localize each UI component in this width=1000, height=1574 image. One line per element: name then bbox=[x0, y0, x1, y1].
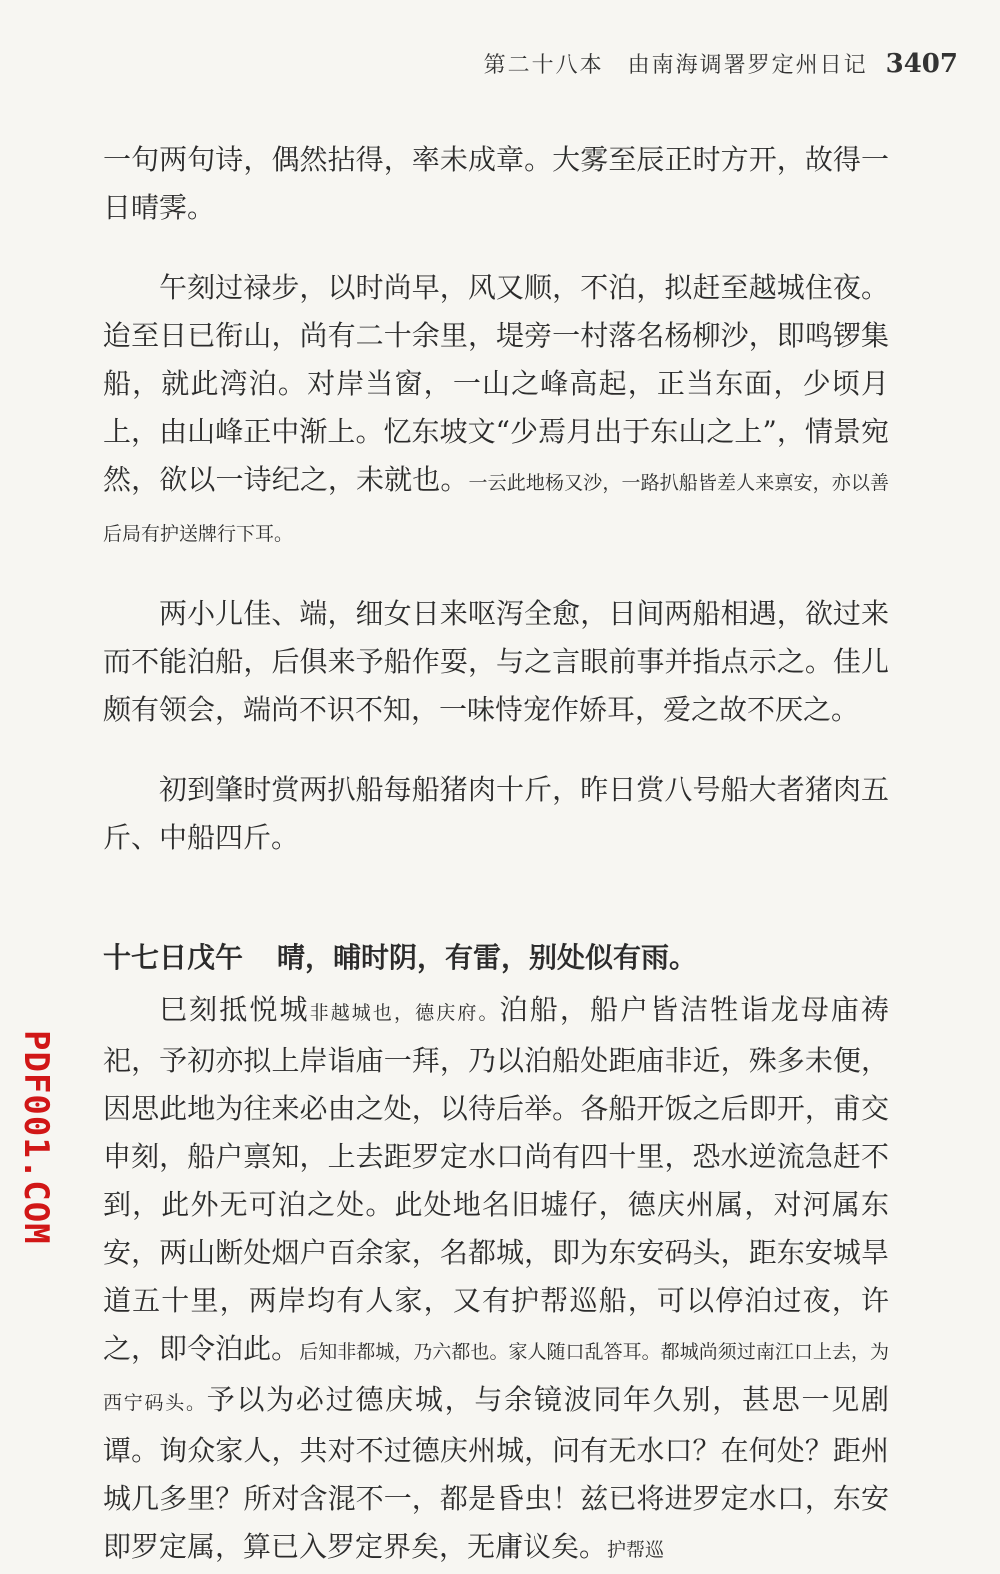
paragraph-1 bbox=[103, 136, 889, 232]
running-header bbox=[100, 48, 958, 79]
paragraph-4-text: 初到肇时赏两扒船每船猪肉十斤，昨日赏八号船大者猪肉五斤、中船四斤。 bbox=[103, 773, 889, 854]
paragraph-3-text: 两小儿佳、端，细女日来呕泻全愈，日间两船相遇，欲过来而不能泊船，后俱来予船作耍，与之言眼前事并指点示之。佳儿颇有领会，端尚不识不知，一味恃宠作娇耳，爱之故不厌之。 bbox=[103, 597, 889, 726]
paragraph-5-part1: 巳刻抵悦城 bbox=[159, 993, 310, 1026]
paragraph-3 bbox=[103, 590, 889, 734]
paragraph-1-text: 一句两句诗，偶然拈得，率未成章。大雾至辰正时方开，故得一日晴霁。 bbox=[103, 143, 889, 224]
paragraph-5-part2: 泊船，船户皆洁牲诣龙母庙祷祀，予初亦拟上岸诣庙一拜，乃以泊船处距庙非近，殊多未便，因思此地为往来必由之处，以待后举。各船开饭之后即开，甫交申刻，船户禀知，上去距罗定水口尚有四十里，恐水逆流急赶不到，此外无可泊之处。此处地名旧墟仔，德庆州属，对河属东安，两山断处烟户百余家，名都城，即为东安码头，距东安城旱道五十里，两岸均有人家，又有护帮巡船，可以停泊过夜，许之，即令泊此。 bbox=[103, 993, 889, 1365]
paragraph-2 bbox=[103, 264, 889, 558]
entry-date: 十七日戊午 bbox=[103, 941, 244, 974]
paragraph-5 bbox=[103, 986, 889, 1574]
paragraph-5-note3: 护帮巡 bbox=[607, 1539, 665, 1561]
watermark: PDF001.COM bbox=[16, 1030, 56, 1245]
paragraph-4 bbox=[103, 766, 889, 862]
entry-weather: 晴，晡时阴，有雷，别处似有雨。 bbox=[277, 941, 698, 974]
paragraph-2-text: 午刻过禄步，以时尚早，风又顺，不泊，拟赶至越城住夜。迨至日已衔山，尚有二十余里，堤旁一村落名杨柳沙，即鸣锣集船，就此湾泊。对岸当窗，一山之峰高起，正当东面，少顷月上，由山峰正中渐上。忆东坡文“少焉月出于东山之上”，情景宛然，欲以一诗纪之，未就也。 bbox=[103, 271, 889, 496]
paragraph-5-part3: 予以为必过德庆城，与余镜波同年久别，甚思一见剧谭。询众家人，共对不过德庆州城，问有无水口？在何处？距州城几多里？所对含混不一，都是昏虫！兹已将进罗定水口，东安即罗定属，算已入罗定界矣，无庸议矣。 bbox=[103, 1383, 889, 1563]
header-title: 第二十八本 由南海调署罗定州日记 bbox=[483, 53, 868, 78]
paragraph-5-note1: 非越城也，德庆府。 bbox=[309, 1002, 500, 1024]
paragraph-2-note: 一云此地杨又沙，一路扒船皆差人来禀安，亦以善后局有护送牌行下耳。 bbox=[103, 472, 889, 545]
page-number: 3407 bbox=[885, 49, 958, 79]
page-body bbox=[103, 136, 889, 1574]
entry-heading bbox=[103, 934, 889, 982]
paragraph-5-note2: 后知非都城，乃六都也。家人随口乱答耳。都城尚须过南江口上去，为西宁码头。 bbox=[103, 1341, 889, 1414]
